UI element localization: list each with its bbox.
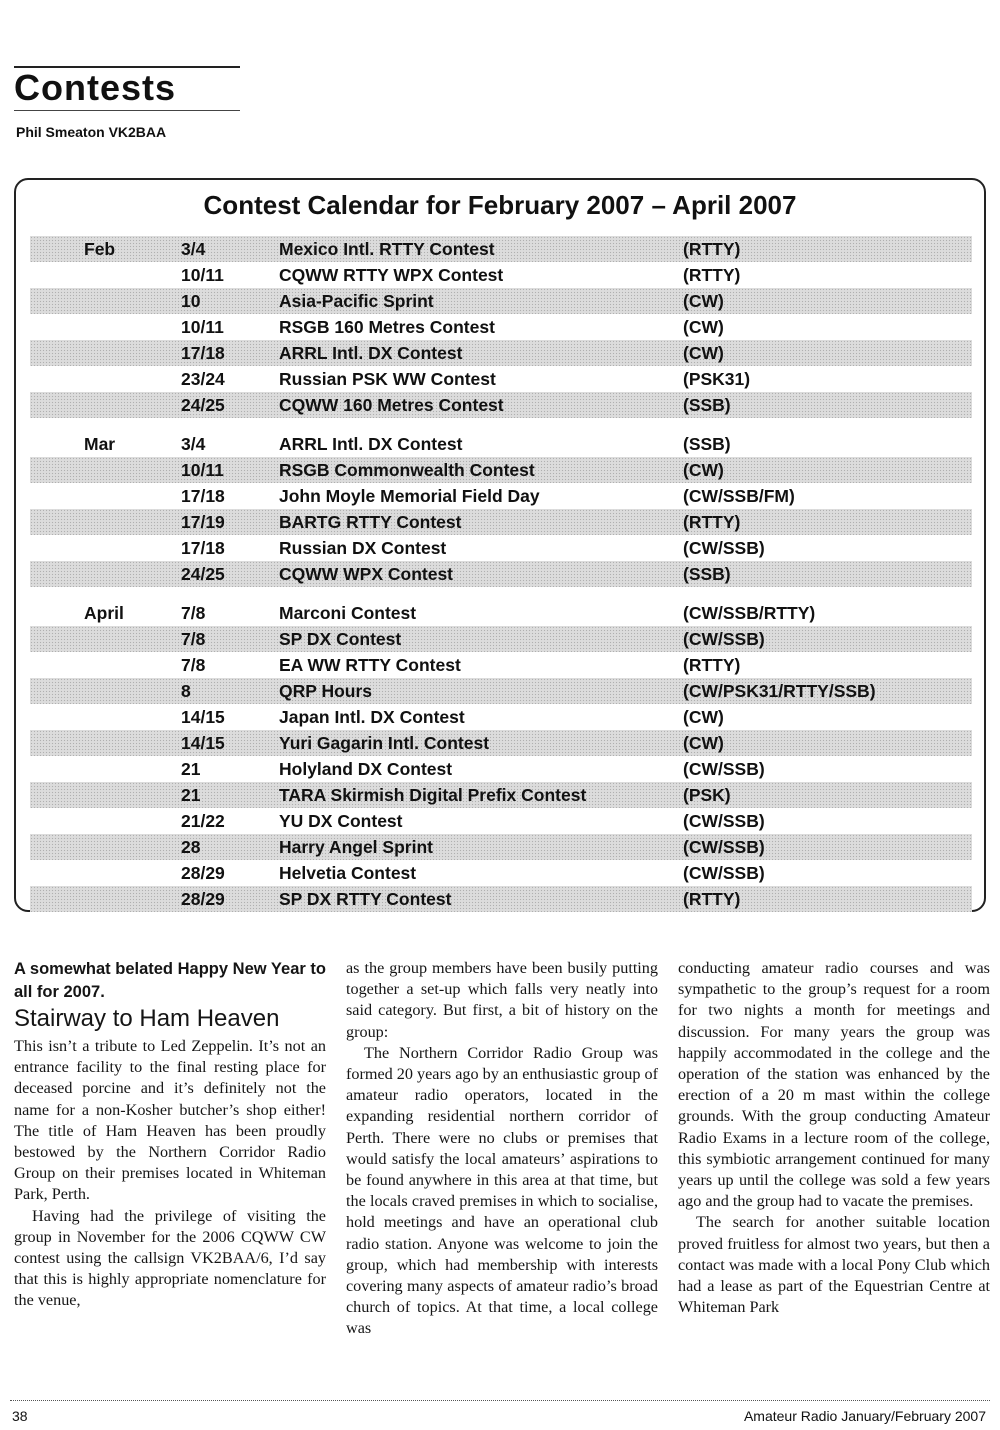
contest-mode: (RTTY) bbox=[683, 889, 741, 909]
contest-name: Russian PSK WW Contest bbox=[279, 369, 496, 389]
contest-mode: (CW) bbox=[683, 460, 724, 480]
contest-name: John Moyle Memorial Field Day bbox=[279, 486, 540, 506]
calendar-date: 14/15 bbox=[181, 707, 225, 727]
contest-name: Yuri Gagarin Intl. Contest bbox=[279, 733, 490, 753]
calendar-row bbox=[30, 431, 972, 457]
calendar-month: Feb bbox=[84, 239, 116, 259]
page-number: 38 bbox=[12, 1408, 28, 1424]
calendar-date: 17/19 bbox=[181, 512, 225, 532]
calendar-date: 17/18 bbox=[181, 486, 225, 506]
calendar-row bbox=[30, 288, 972, 314]
calendar-row bbox=[30, 756, 972, 782]
contest-mode: (CW/SSB) bbox=[683, 863, 765, 883]
contest-name: CQWW RTTY WPX Contest bbox=[279, 265, 504, 285]
section-header bbox=[14, 66, 240, 111]
contest-mode: (CW/SSB) bbox=[683, 629, 765, 649]
contest-name: Asia-Pacific Sprint bbox=[279, 291, 434, 311]
footer-rule bbox=[10, 1400, 990, 1401]
contest-mode: (CW) bbox=[683, 707, 724, 727]
contest-name: Russian DX Contest bbox=[279, 538, 447, 558]
calendar-row bbox=[30, 366, 972, 392]
calendar-date: 24/25 bbox=[181, 395, 225, 415]
calendar-date: 21 bbox=[181, 785, 201, 805]
contest-mode: (CW) bbox=[683, 291, 724, 311]
calendar-date: 23/24 bbox=[181, 369, 225, 389]
contest-mode: (CW/SSB) bbox=[683, 811, 765, 831]
paragraph: Having had the privilege of visiting the group in November for the 2006 CQWW CW contest using the callsign VK2BAA/6, I’d say that this is highly appropriate nomenclature for the venue, bbox=[14, 1206, 326, 1310]
contest-mode: (SSB) bbox=[683, 564, 731, 584]
calendar-date: 7/8 bbox=[181, 603, 206, 623]
calendar-row bbox=[30, 730, 972, 756]
contest-name: EA WW RTTY Contest bbox=[279, 655, 461, 675]
author-byline: Phil Smeaton VK2BAA bbox=[16, 124, 167, 140]
calendar-month: Mar bbox=[84, 434, 116, 454]
contest-name: Helvetia Contest bbox=[279, 863, 417, 883]
calendar-date: 3/4 bbox=[181, 239, 206, 259]
contest-mode: (RTTY) bbox=[683, 655, 741, 675]
contest-mode: (RTTY) bbox=[683, 512, 741, 532]
contest-mode: (CW) bbox=[683, 343, 724, 363]
calendar-row bbox=[30, 262, 972, 288]
contest-mode: (SSB) bbox=[683, 395, 731, 415]
calendar-row bbox=[30, 678, 972, 704]
calendar-date: 10/11 bbox=[181, 317, 224, 337]
calendar-title: Contest Calendar for February 2007 – April 2007 bbox=[203, 190, 797, 220]
contest-mode: (SSB) bbox=[683, 434, 731, 454]
calendar-row bbox=[30, 600, 972, 626]
contest-mode: (PSK31) bbox=[683, 369, 751, 389]
article-subtitle: Stairway to Ham Heaven bbox=[14, 1005, 280, 1032]
calendar-row bbox=[30, 457, 972, 483]
contest-name: Holyland DX Contest bbox=[279, 759, 453, 779]
calendar-date: 14/15 bbox=[181, 733, 225, 753]
contest-mode: (CW/SSB/RTTY) bbox=[683, 603, 816, 623]
calendar-row bbox=[30, 509, 972, 535]
calendar-date: 24/25 bbox=[181, 564, 225, 584]
contest-name: Mexico Intl. RTTY Contest bbox=[279, 239, 495, 259]
contest-mode: (CW/SSB) bbox=[683, 538, 765, 558]
calendar-row bbox=[30, 483, 972, 509]
paragraph: The search for another suitable location proved fruitless for almost two years, but then a contact was made with a local Pony Club which had a lease as part of the Equestrian Centre at Whiteman Park bbox=[678, 1213, 990, 1317]
contest-name: Japan Intl. DX Contest bbox=[279, 707, 465, 727]
contest-name: Marconi Contest bbox=[279, 603, 417, 623]
calendar-row bbox=[30, 236, 972, 262]
contest-name: CQWW 160 Metres Contest bbox=[279, 395, 504, 415]
contest-mode: (CW/PSK31/RTTY/SSB) bbox=[683, 681, 876, 701]
calendar-date: 10/11 bbox=[181, 265, 224, 285]
contest-mode: (RTTY) bbox=[683, 239, 741, 259]
calendar-table bbox=[30, 236, 972, 912]
calendar-row bbox=[30, 392, 972, 418]
calendar-date: 17/18 bbox=[181, 538, 225, 558]
calendar-date: 17/18 bbox=[181, 343, 225, 363]
calendar-row bbox=[30, 535, 972, 561]
calendar-row bbox=[30, 886, 972, 912]
calendar-date: 21/22 bbox=[181, 811, 225, 831]
calendar-month: April bbox=[84, 603, 124, 623]
contest-mode: (CW/SSB) bbox=[683, 837, 765, 857]
contest-name: CQWW WPX Contest bbox=[279, 564, 454, 584]
contest-name: YU DX Contest bbox=[279, 811, 403, 831]
paragraph: as the group members have been busily putting together a set-up which falls very neatly into said category. But first, a bit of history on the group: bbox=[346, 959, 658, 1041]
header-bottom-rule bbox=[14, 110, 240, 111]
publication-line: Amateur Radio January/February 2007 bbox=[743, 1408, 986, 1424]
calendar-date: 3/4 bbox=[181, 434, 206, 454]
contest-mode: (RTTY) bbox=[683, 265, 741, 285]
article-column-1 bbox=[14, 958, 326, 1312]
paragraph: This isn’t a tribute to Led Zeppelin. It’s not an entrance facility to the final resting place for deceased porcine and it’s definitely not the name for a non-Kosher butcher’s shop either! The title of Ham Heaven has been proudly bestowed by the Northern Corridor Radio Group on their premises located in Whiteman Park, Perth. bbox=[14, 1037, 326, 1204]
contest-name: QRP Hours bbox=[279, 681, 373, 701]
article-column-3 bbox=[678, 958, 990, 1318]
calendar-row bbox=[30, 808, 972, 834]
calendar-row bbox=[30, 340, 972, 366]
contest-mode: (CW/SSB/FM) bbox=[683, 486, 795, 506]
contest-name: RSGB 160 Metres Contest bbox=[279, 317, 495, 337]
contest-name: BARTG RTTY Contest bbox=[279, 512, 462, 532]
article-column-2 bbox=[346, 958, 658, 1340]
contest-name: Harry Angel Sprint bbox=[279, 837, 433, 857]
section-title: Contests bbox=[14, 67, 177, 108]
calendar-row bbox=[30, 652, 972, 678]
calendar-date: 21 bbox=[181, 759, 201, 779]
calendar-row bbox=[30, 834, 972, 860]
contest-name: ARRL Intl. DX Contest bbox=[279, 343, 463, 363]
calendar-date: 10/11 bbox=[181, 460, 224, 480]
contest-mode: (PSK) bbox=[683, 785, 731, 805]
contest-name: RSGB Commonwealth Contest bbox=[279, 460, 535, 480]
contest-name: ARRL Intl. DX Contest bbox=[279, 434, 463, 454]
calendar-date: 28/29 bbox=[181, 889, 225, 909]
contest-mode: (CW) bbox=[683, 733, 724, 753]
calendar-row bbox=[30, 860, 972, 886]
calendar-row bbox=[30, 314, 972, 340]
calendar-date: 8 bbox=[181, 681, 191, 701]
calendar-row bbox=[30, 782, 972, 808]
paragraph: The Northern Corridor Radio Group was formed 20 years ago by an enthusiastic group of amateur radio operators, located in the expanding residential northern corridor of Perth. There were no clubs or premises that would satisfy the local amateurs’ aspirations to be found anywhere in this area at that time, but the locals craved premises in which to socialise, hold meetings and have an operational club radio station. Anyone was welcome to join the group, which had membership with interests covering many aspects of amateur radio’s broad church of topics. At that time, a local college was bbox=[346, 1043, 658, 1338]
calendar-date: 10 bbox=[181, 291, 201, 311]
paragraph: conducting amateur radio courses and was sympathetic to the group’s request for a room for two nights a month for meetings and discussion. For many years the group was happily accommodated in the college and the operation of the station was enhanced by the erection of a 20 m mast within the college grounds. With the group conducting Amateur Radio Exams in a lecture room of the college, this symbiotic arrangement continued for many years up until the college was sold a few years ago and the group had to vacate the premises. bbox=[678, 959, 990, 1211]
article-lead: A somewhat belated Happy New Year to all for 2007. bbox=[14, 960, 326, 1001]
calendar-row bbox=[30, 626, 972, 652]
contest-name: SP DX Contest bbox=[279, 629, 402, 649]
calendar-date: 28/29 bbox=[181, 863, 225, 883]
contest-mode: (CW/SSB) bbox=[683, 759, 765, 779]
calendar-row bbox=[30, 561, 972, 587]
calendar-date: 7/8 bbox=[181, 629, 206, 649]
calendar-date: 7/8 bbox=[181, 655, 206, 675]
calendar-date: 28 bbox=[181, 837, 201, 857]
contest-mode: (CW) bbox=[683, 317, 724, 337]
contest-name: SP DX RTTY Contest bbox=[279, 889, 452, 909]
contest-name: TARA Skirmish Digital Prefix Contest bbox=[279, 785, 587, 805]
calendar-row bbox=[30, 704, 972, 730]
